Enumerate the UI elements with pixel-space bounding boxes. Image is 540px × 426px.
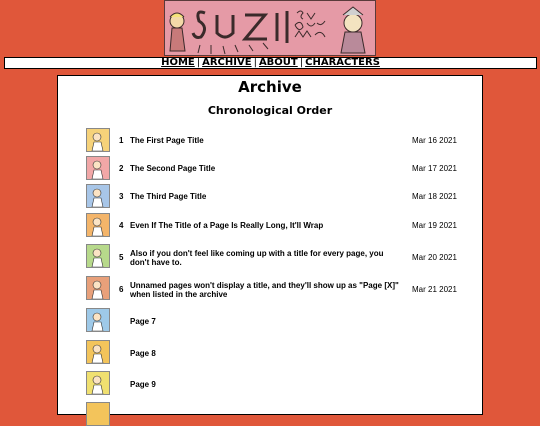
page-date: Mar 17 2021 (412, 164, 457, 173)
archive-row-7[interactable] (58, 308, 482, 334)
page-thumbnail[interactable] (86, 308, 110, 332)
page-thumbnail[interactable] (86, 371, 110, 395)
main-nav (4, 57, 537, 69)
archive-row-4[interactable] (58, 213, 482, 239)
page-date: Mar 19 2021 (412, 221, 457, 230)
archive-row-9[interactable] (58, 371, 482, 397)
nav-separator: | (253, 57, 257, 68)
archive-row-1[interactable] (58, 128, 482, 154)
nav-characters-link[interactable]: CHARACTERS (305, 57, 380, 68)
page-date: Mar 16 2021 (412, 136, 457, 145)
nav-home-link[interactable]: HOME (161, 57, 195, 68)
nav-archive-link[interactable]: ARCHIVE (202, 57, 252, 68)
page-title-link[interactable]: The Second Page Title (130, 164, 216, 173)
page-thumbnail[interactable] (86, 156, 110, 180)
page-thumbnail[interactable] (86, 402, 110, 426)
page-thumbnail[interactable] (86, 184, 110, 208)
page-title: Archive (238, 78, 302, 96)
archive-panel (57, 75, 483, 415)
page-title-link[interactable]: The First Page Title (130, 136, 204, 145)
page-date: Mar 20 2021 (412, 253, 457, 262)
archive-row-2[interactable] (58, 156, 482, 182)
page-title-link[interactable]: Page 9 (130, 380, 156, 389)
site-banner-logo (164, 0, 376, 56)
page-date: Mar 21 2021 (412, 285, 457, 294)
page-thumbnail[interactable] (86, 213, 110, 237)
archive-row-6[interactable] (58, 276, 482, 304)
nav-about-link[interactable]: ABOUT (258, 57, 298, 68)
page-number: 5 (119, 253, 124, 262)
page-thumbnail[interactable] (86, 340, 110, 364)
page-title-link[interactable]: Also if you don't feel like coming up with a title for every page, you don't have to. (130, 249, 384, 267)
nav-separator: | (299, 57, 304, 68)
archive-row-5[interactable] (58, 244, 482, 272)
page-thumbnail[interactable] (86, 244, 110, 268)
page-title-link[interactable]: The Third Page Title (130, 192, 207, 201)
nav-separator: | (196, 57, 201, 68)
page-title-link[interactable]: Unnamed pages won't display a title, and they'll show up as "Page [X]" when listed in the archive (130, 281, 399, 299)
page-number: 2 (119, 164, 124, 173)
archive-row-partial[interactable] (58, 402, 482, 416)
page-number: 3 (119, 192, 124, 201)
page-title-link[interactable]: Page 7 (130, 317, 156, 326)
page-title-link[interactable]: Page 8 (130, 349, 156, 358)
archive-row-3[interactable] (58, 184, 482, 210)
page-number: 4 (119, 221, 124, 230)
page-subtitle: Chronological Order (207, 104, 333, 117)
page-number: 6 (119, 285, 124, 294)
archive-row-8[interactable] (58, 340, 482, 366)
page-number: 1 (119, 136, 124, 145)
page-thumbnail[interactable] (86, 276, 110, 300)
page-date: Mar 18 2021 (412, 192, 457, 201)
page-thumbnail[interactable] (86, 128, 110, 152)
page-title-link[interactable]: Even If The Title of a Page Is Really Long, It'll Wrap (130, 221, 324, 230)
